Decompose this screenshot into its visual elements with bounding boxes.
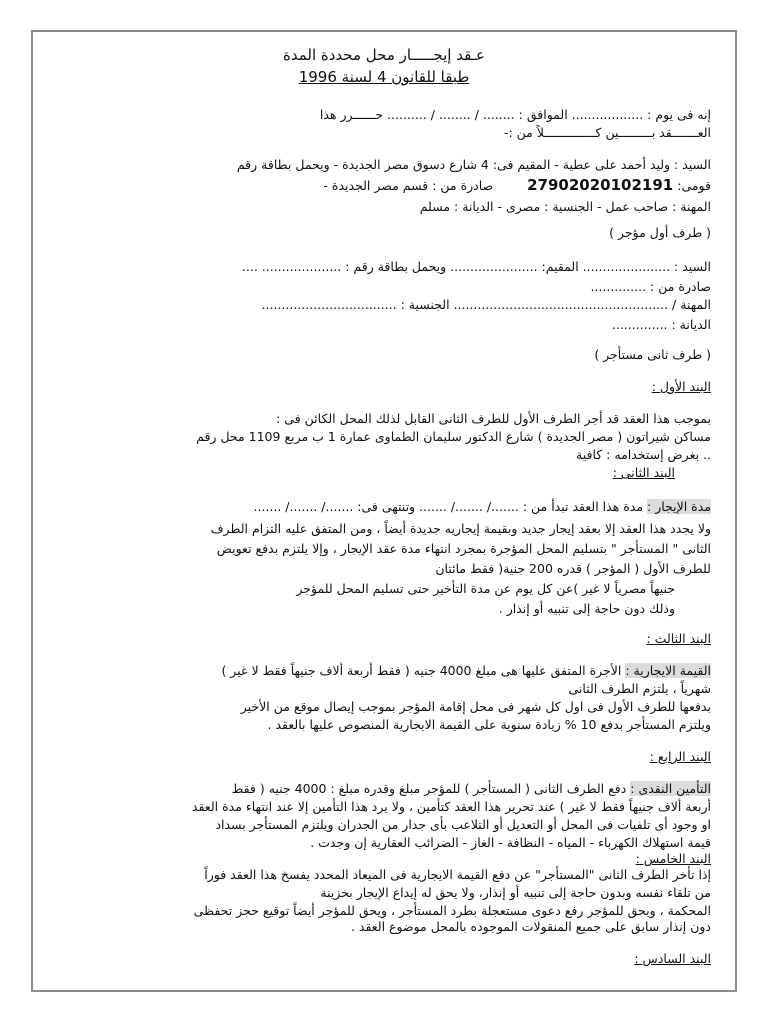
clause3-line-3: بدفعها للطرف الأول فى اول كل شهر فى محل إقامة المؤجر بموجب إيصال موقع من الأخير [240,699,711,714]
party1-line-2 [51,176,711,195]
clause4-line-4: قيمة استهلاك الكهرباء - المياه - النظافة - الغاز - الضرائب العقارية إن وجدت . [310,835,711,850]
clause2-line-5: جنيهاً مصرياً لا غير )عن كل يوم عن مدة التأخير حتى تسليم المحل للمؤجر [296,581,675,596]
clause3-line-1: القيمة الايجارية : الأجرة المتفق عليها هى مبلغ 4000 جنيه ( فقط أربعة ألاف جنيهاً فقط لا غير ) [221,663,711,678]
party2-line-2: صادرة من : .............. [590,279,711,294]
clause1-line-2: مساكن شيراتون ( مصر الجديدة ) شارع الدكتور سليمان الطماوى عمارة 1 ب مربع 1109 محل رقم [196,429,711,444]
clause6-heading: البند السادس : [634,951,711,966]
party2-line-4: الديانة : .............. [611,317,711,332]
party1-line-1: السيد : وليد أحمد على عطية - المقيم فى: 4 شارع دسوق مصر الجديدة - ويحمل بطاقة رقم [236,157,711,172]
clause2-heading: البند الثانى : [612,465,675,480]
document-subtitle: طبقا للقانون 4 لسنة 1996 [298,68,470,86]
party2-role: ( طرف ثانى مستأجر ) [594,347,711,362]
clause1-line-1: بموجب هذا العقد قد أجر الطرف الأول للطرف الثانى القابل لذلك المحل الكائن فى : [276,411,711,426]
clause5-line-3: المحكمة ، ويحق للمؤجر رفع دعوى مستعجلة بطرد المستأجر ، ويحق للمؤجر أيضاً توقيع حجز تحفظى [193,903,711,918]
clause5-line-4: دون إنذار سابق على جميع المنقولات الموجوده بالمحل موضوع العقد . [350,919,711,934]
document-title: عـقد إيجـــــار محل محددة المدة [282,46,486,64]
clause1-heading: البند الأول : [651,379,711,394]
party2-line-1: السيد : ...................... المقيم: ...................... ويحمل بطاقة رقم : .................... .... [241,259,711,274]
party2-line-3: المهنة / ...................................................... الجنسية : .................................. [261,297,711,312]
deposit-label: التأمين النقدى : [630,781,711,796]
clause4-line-1: التأمين النقدى : دفع الطرف الثانى ( المستأجر ) للمؤجر مبلغ وقدره مبلغ : 4000 جنيه ( فقط [231,781,711,796]
clause1-line-3: .. بغرض إستخدامه : كافية [576,447,711,462]
clause2-line-3: الثانى " المستأجر " بتسليم المحل المؤجرة بمجرد انتهاء مدة عقد الإيجار ، وإلا يلتزم بدفع تعويض [216,541,711,556]
clause5-line-2: من تلقاء نفسه وبدون حاجة إلى تنبيه أو إنذار، ولا يحق له إيداع الإيجار بخزينة [320,885,711,900]
clause3-line-2: شهرياً ، يلتزم الطرف الثانى [568,681,711,696]
party1-line-3: المهنة : صاحب عمل - الجنسية : مصرى - الديانة : مسلم [419,199,711,214]
clause5-heading: البند الخامس : [635,851,711,866]
party1-role: ( طرف أول مؤجر ) [609,225,711,240]
clause3-heading: البند الثالث : [646,631,711,646]
rent-value-label: القيمة الايجارية : [625,663,711,678]
intro-line-1: إنه فى يوم : .................. الموافق : ........ / ........ / .......... حــــــرر هذا [319,107,711,122]
party1-issued-by: صادرة من : قسم مصر الجديدة - [323,178,494,193]
clause2-line-1: مدة الإيجار : مدة هذا العقد تبدأ من : ......./ ......./ ....... وتنتهى فى: ......./ ......./ ....... [253,499,711,514]
clause4-heading: البند الرابع : [649,749,711,764]
clause2-line-6: وذلك دون حاجة إلى تنبيه أو إنذار . [498,601,675,616]
party1-id-number: 27902020102191 [527,176,674,194]
clause3-line-4: ويلتزم المستأجر بدفع 10 % زيادة سنوية على القيمة الايجارية المنصوص عليها بالعقد . [267,717,711,732]
contract-body [33,32,735,990]
clause2-line-2: ولا يجدد هذا العقد إلا بعقد إيجار جديد وبقيمة إيجاريه جديدة أيضاً ، ومن المتفق عليه التزام الطرف [210,521,711,536]
clause2-line-4: للطرف الأول ( المؤجر ) قدره 200 جنية( فقط مائتان [435,561,711,576]
document-page [31,30,737,992]
rent-period-label: مدة الإيجار : [647,499,711,514]
clause4-line-2: أربعة ألاف جنيهاً فقط لا غير ) عند تحرير هذا العقد كتأمين ، ولا يرد هذا التأمين إلا عند انتهاء مدة العقد [191,799,711,814]
clause5-line-1: إذا تأخر الطرف الثانى "المستأجر" عن دفع القيمة الايجارية فى الميعاد المحدد يفسخ هذا العقد فوراً [204,867,711,882]
party1-id-label: قومى: [677,178,711,193]
intro-line-2: العـــــــقد بـــــــــين كــــــــــــــلاً من :- [503,125,711,140]
clause4-line-3: او وجود أى تلفيات فى المحل أو التعديل أو التلاعب بأى جدار من الجدران ويلتزم المستأجر بسداد [215,817,711,832]
